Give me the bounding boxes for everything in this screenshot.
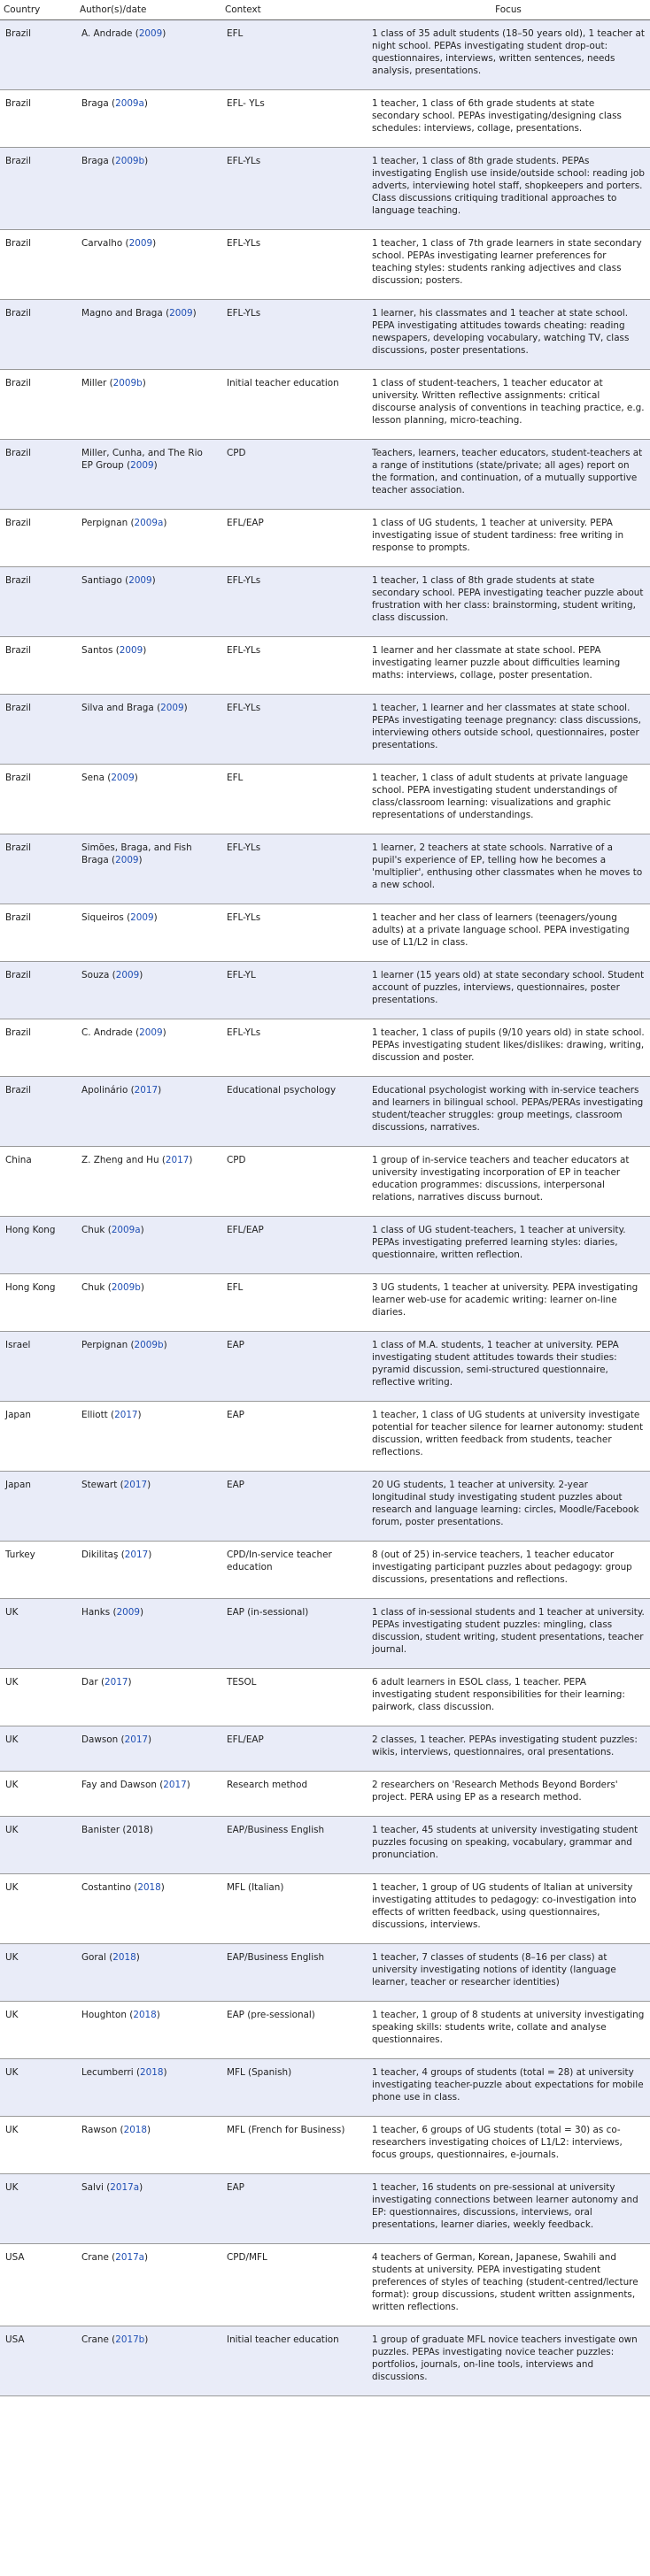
country-cell: UK <box>0 1874 76 1944</box>
focus-cell: 1 class of UG students, 1 teacher at university. PEPA investigating issue of student tardiness: free writing in response to prompts. <box>367 510 650 567</box>
author-cell: Stewart (2017) <box>76 1472 221 1542</box>
country-cell: Brazil <box>0 510 76 567</box>
focus-cell: 1 teacher, 1 class of 8th grade students. PEPAs investigating English use inside/outside school: reading job adverts, interviewing hotel staff, shopkeepers and porters. Class discussions critiquing traditional approaches to language teaching. <box>367 148 650 230</box>
context-cell: EFL- YLs <box>221 90 367 148</box>
citation-year-link[interactable]: 2018 <box>137 1882 161 1893</box>
citation-year-link[interactable]: 2017a <box>110 2182 140 2193</box>
table-row <box>0 20 650 90</box>
focus-cell: 1 learner, his classmates and 1 teacher at state school. PEPA investigating attitudes towards cheating: reading newspapers, developing vocabulary, watching TV, class discussions, poster presentations. <box>367 300 650 370</box>
country-cell: Brazil <box>0 834 76 904</box>
author-cell: Crane (2017a) <box>76 2244 221 2326</box>
author-name: Miller, Cunha, and The Rio EP Group <box>81 448 203 471</box>
table-row <box>0 1599 650 1669</box>
author-cell: Sena (2009) <box>76 765 221 834</box>
table-row <box>0 1274 650 1332</box>
author-cell: Braga (2009a) <box>76 90 221 148</box>
table-row <box>0 148 650 230</box>
citation-year-link[interactable]: 2018 <box>133 2010 157 2020</box>
author-cell: Salvi (2017a) <box>76 2174 221 2244</box>
table-row <box>0 1944 650 2002</box>
author-name: Magno and Braga <box>81 308 163 319</box>
focus-cell: 1 teacher, 6 groups of UG students (total = 30) as co-researchers investigating choices of L1/L2: interviews, focus groups, questionnaires, e-journals. <box>367 2117 650 2174</box>
focus-cell: 1 teacher, 16 students on pre-sessional at university investigating connections between learner autonomy and EP: questionnaires, discussions, interviews, oral presentations, learner diaries, weekly feedback. <box>367 2174 650 2244</box>
citation-year-link[interactable]: 2017 <box>124 1734 149 1745</box>
header-country: Country <box>0 0 76 20</box>
header-context: Context <box>221 0 367 20</box>
country-cell: UK <box>0 2002 76 2059</box>
citation-year-link[interactable]: 2009b <box>112 378 143 388</box>
context-cell: MFL (Italian) <box>221 1874 367 1944</box>
citation-year-link[interactable]: 2009 <box>116 1607 141 1618</box>
focus-cell: 6 adult learners in ESOL class, 1 teacher. PEPA investigating student responsibilities for their learning: pairwork, class discussion. <box>367 1669 650 1726</box>
citation-year-link[interactable]: 2009a <box>115 98 144 109</box>
table-row <box>0 440 650 510</box>
author-cell: Simões, Braga, and Fish Braga (2009) <box>76 834 221 904</box>
author-cell: Dawson (2017) <box>76 1726 221 1772</box>
citation-year-link[interactable]: 2017b <box>115 2334 145 2345</box>
context-cell: EAP/Business English <box>221 1944 367 2002</box>
focus-cell: 2 researchers on 'Research Methods Beyond Borders' project. PERA using EP as a research method. <box>367 1772 650 1817</box>
focus-cell: 4 teachers of German, Korean, Japanese, Swahili and students at university. PEPA investigating student preferences of styles of teaching (student-centred/lecture format): group discussions, student written assignments, written reflections. <box>367 2244 650 2326</box>
citation-year-link[interactable]: 2009a <box>134 518 164 528</box>
author-cell: Lecumberri (2018) <box>76 2059 221 2117</box>
author-cell: Hanks (2009) <box>76 1599 221 1669</box>
author-name: Santiago <box>81 575 122 586</box>
country-cell: UK <box>0 1599 76 1669</box>
author-cell: Crane (2017b) <box>76 2326 221 2396</box>
author-cell: Magno and Braga (2009) <box>76 300 221 370</box>
country-cell: Japan <box>0 1402 76 1472</box>
author-name: Crane <box>81 2334 109 2345</box>
country-cell: Brazil <box>0 440 76 510</box>
context-cell: CPD <box>221 1147 367 1217</box>
table-row <box>0 765 650 834</box>
table-header-row <box>0 0 650 20</box>
country-cell: USA <box>0 2326 76 2396</box>
country-cell: Brazil <box>0 904 76 962</box>
table-row <box>0 1217 650 1274</box>
focus-cell: 1 teacher, 1 class of UG students at university investigate potential for teacher silence for learner autonomy: student discussion, written feedback from students, teacher reflections. <box>367 1402 650 1472</box>
focus-cell: 1 teacher, 1 group of 8 students at university investigating speaking skills: students write, collate and analyse questionnaires. <box>367 2002 650 2059</box>
context-cell: EFL-YLs <box>221 637 367 695</box>
table-row <box>0 1147 650 1217</box>
citation-year-link[interactable]: 2017 <box>163 1780 187 1790</box>
author-name: Rawson <box>81 2125 118 2135</box>
citation-year-link[interactable]: 2009a <box>111 1225 141 1235</box>
author-cell <box>76 1817 221 1874</box>
focus-cell: 1 class of M.A. students, 1 teacher at university. PEPA investigating student attitudes towards their studies: pyramid discussion, semi-structured questionnaire, reflective writing. <box>367 1332 650 1402</box>
table-row <box>0 1772 650 1817</box>
country-cell: Brazil <box>0 300 76 370</box>
focus-cell: 1 teacher, 4 groups of students (total = 28) at university investigating teacher-puzzle about expectations for mobile phone use in class. <box>367 2059 650 2117</box>
author-name: Z. Zheng and Hu <box>81 1155 159 1165</box>
citation-year-link[interactable]: 2017 <box>104 1677 128 1688</box>
citation-year-link[interactable]: 2017 <box>165 1155 190 1165</box>
context-cell: EAP/Business English <box>221 1817 367 1874</box>
table-row <box>0 637 650 695</box>
citation-year-link[interactable]: 2009 <box>115 970 140 980</box>
table-row <box>0 90 650 148</box>
focus-cell: 1 teacher, 1 class of adult students at private language school. PEPA investigating student understandings of class/classroom learning: visualizations and graphic representations of understandings. <box>367 765 650 834</box>
context-cell: EAP <box>221 2174 367 2244</box>
focus-cell: 2 classes, 1 teacher. PEPAs investigating student puzzles: wikis, interviews, questionnaires, oral presentations. <box>367 1726 650 1772</box>
context-cell: EFL-YLs <box>221 695 367 765</box>
focus-cell: 1 teacher, 45 students at university investigating student puzzles focusing on speaking, vocabulary, grammar and pronunciation. <box>367 1817 650 1874</box>
citation-year-link[interactable]: 2017 <box>134 1085 159 1096</box>
table-row <box>0 2326 650 2396</box>
context-cell: EFL-YLs <box>221 567 367 637</box>
author-cell: Chuk (2009a) <box>76 1217 221 1274</box>
author-name: Hanks <box>81 1607 111 1618</box>
country-cell: Israel <box>0 1332 76 1402</box>
author-cell: Braga (2009b) <box>76 148 221 230</box>
focus-cell: 1 teacher, 1 learner and her classmates at state school. PEPAs investigating teenage pregnancy: class discussions, interviewing others outside school, questionnaires, poster presentations. <box>367 695 650 765</box>
table-row <box>0 1817 650 1874</box>
author-name: Dar <box>81 1677 98 1688</box>
citation-year-link[interactable]: 2009b <box>111 1282 141 1293</box>
country-cell: UK <box>0 1726 76 1772</box>
focus-cell: 1 teacher, 1 class of 7th grade learners in state secondary school. PEPAs investigating learner preferences for teaching styles: students ranking adjectives and class discussion; posters. <box>367 230 650 300</box>
table-body <box>0 20 650 2396</box>
author-cell: Houghton (2018) <box>76 2002 221 2059</box>
context-cell: EAP (in-sessional) <box>221 1599 367 1669</box>
table-row <box>0 1472 650 1542</box>
country-cell: UK <box>0 1772 76 1817</box>
table-row <box>0 1669 650 1726</box>
author-cell: Santos (2009) <box>76 637 221 695</box>
author-cell: Goral (2018) <box>76 1944 221 2002</box>
author-cell: Carvalho (2009) <box>76 230 221 300</box>
author-name: Miller <box>81 378 107 388</box>
citation-year-link[interactable]: 2009 <box>119 645 143 656</box>
author-name: Fay and Dawson <box>81 1780 157 1790</box>
citation-year-link[interactable]: 2017a <box>115 2252 145 2263</box>
author-cell: Rawson (2018) <box>76 2117 221 2174</box>
context-cell: EFL-YLs <box>221 1019 367 1077</box>
table-row <box>0 1332 650 1402</box>
focus-cell: 3 UG students, 1 teacher at university. PEPA investigating learner web-use for academic writing: learner on-line diaries. <box>367 1274 650 1332</box>
focus-cell: 1 group of graduate MFL novice teachers investigate own puzzles. PEPAs investigating novice teacher puzzles: portfolios, journals, on-line tools, interviews and discussions. <box>367 2326 650 2396</box>
author-name: Perpignan <box>81 518 128 528</box>
country-cell: USA <box>0 2244 76 2326</box>
country-cell: UK <box>0 1669 76 1726</box>
table-row <box>0 1019 650 1077</box>
author-name: C. Andrade <box>81 1027 133 1038</box>
author-cell: Chuk (2009b) <box>76 1274 221 1332</box>
context-cell: CPD/In-service teacher education <box>221 1542 367 1599</box>
author-cell: Costantino (2018) <box>76 1874 221 1944</box>
author-name: Perpignan <box>81 1340 128 1350</box>
focus-cell: Educational psychologist working with in-service teachers and learners in bilingual school. PEPAs/PERAs investigating student/teacher struggles: group meetings, classroom discussions, narratives. <box>367 1077 650 1147</box>
focus-cell: Teachers, learners, teacher educators, student-teachers at a range of institutions (state/private; all ages) report on the formation, and continuation, of a mutually supportive teacher association. <box>367 440 650 510</box>
citation-year-link[interactable]: 2017 <box>114 1410 138 1420</box>
author-name: Salvi <box>81 2182 104 2193</box>
country-cell: UK <box>0 2117 76 2174</box>
focus-cell: 1 class of in-sessional students and 1 teacher at university. PEPAs investigating student puzzles: mingling, class discussion, student writing, student presentations, teacher journal. <box>367 1599 650 1669</box>
author-cell: Siqueiros (2009) <box>76 904 221 962</box>
table-row <box>0 695 650 765</box>
context-cell: EFL/EAP <box>221 1217 367 1274</box>
country-cell: Hong Kong <box>0 1217 76 1274</box>
context-cell: EFL <box>221 765 367 834</box>
country-cell: Brazil <box>0 90 76 148</box>
author-name: Simões, Braga, and Fish Braga <box>81 842 192 865</box>
author-cell: Fay and Dawson (2017) <box>76 1772 221 1817</box>
table-row <box>0 1726 650 1772</box>
citation-year-link[interactable]: 2009 <box>138 28 163 39</box>
context-cell: EFL-YLs <box>221 230 367 300</box>
country-cell: Brazil <box>0 20 76 90</box>
table-row <box>0 962 650 1019</box>
focus-cell: 1 teacher, 1 class of 6th grade students at state secondary school. PEPAs investigating/designing class schedules: interviews, collage, presentations. <box>367 90 650 148</box>
focus-cell: 1 teacher, 1 group of UG students of Italian at university investigating attitudes to pedagogy: co-investigation into effects of written feedback, using questionnaires, discussions, interviews. <box>367 1874 650 1944</box>
context-cell: EFL-YLs <box>221 300 367 370</box>
author-name: Houghton <box>81 2010 127 2020</box>
context-cell: EFL <box>221 20 367 90</box>
context-cell: EAP <box>221 1332 367 1402</box>
focus-cell: 1 teacher, 1 class of 8th grade students at state secondary school. PEPA investigating teacher puzzle about frustration with her class: brainstorming, student writing, class discussion. <box>367 567 650 637</box>
country-cell: Brazil <box>0 765 76 834</box>
context-cell: EFL-YLs <box>221 148 367 230</box>
country-cell: Brazil <box>0 370 76 440</box>
author-cell: Silva and Braga (2009) <box>76 695 221 765</box>
citation-year-link[interactable]: 2009 <box>128 575 152 586</box>
author-name: Sena <box>81 773 104 783</box>
author-cell: Elliott (2017) <box>76 1402 221 1472</box>
country-cell: UK <box>0 2059 76 2117</box>
citation-year-link[interactable]: 2009 <box>130 460 154 471</box>
table-row <box>0 1077 650 1147</box>
context-cell: MFL (Spanish) <box>221 2059 367 2117</box>
table-row <box>0 300 650 370</box>
context-cell: EFL-YLs <box>221 834 367 904</box>
table-row <box>0 1874 650 1944</box>
focus-cell: 1 teacher and her class of learners (teenagers/young adults) at a private language school. PEPA investigating use of L1/L2 in class. <box>367 904 650 962</box>
country-cell: Turkey <box>0 1542 76 1599</box>
author-cell: C. Andrade (2009) <box>76 1019 221 1077</box>
author-cell: Santiago (2009) <box>76 567 221 637</box>
context-cell: Research method <box>221 1772 367 1817</box>
country-cell: Brazil <box>0 230 76 300</box>
citation-year-link[interactable]: 2017 <box>123 1480 148 1490</box>
author-name: Goral <box>81 1952 106 1963</box>
citation-year-link[interactable]: 2018 <box>112 1952 136 1963</box>
author-name: Apolinário <box>81 1085 128 1096</box>
country-cell: UK <box>0 2174 76 2244</box>
focus-cell: 1 learner (15 years old) at state secondary school. Student account of puzzles, interviews, questionnaires, poster presentations. <box>367 962 650 1019</box>
context-cell: CPD <box>221 440 367 510</box>
citation-year-link[interactable]: 2018 <box>140 2067 164 2078</box>
context-cell: EFL-YL <box>221 962 367 1019</box>
table-row <box>0 2174 650 2244</box>
author-name: Siqueiros <box>81 912 124 923</box>
author-name: Braga <box>81 98 109 109</box>
table-row <box>0 370 650 440</box>
citation-year-link[interactable]: 2009 <box>160 703 184 713</box>
context-cell: Initial teacher education <box>221 370 367 440</box>
context-cell: CPD/MFL <box>221 2244 367 2326</box>
citation-year-link[interactable]: 2017 <box>124 1549 149 1560</box>
author-name: Santos <box>81 645 113 656</box>
context-cell: Educational psychology <box>221 1077 367 1147</box>
author-cell: Souza (2009) <box>76 962 221 1019</box>
focus-cell: 1 learner and her classmate at state school. PEPA investigating learner puzzle about difficulties learning maths: interviews, collage, poster presentation. <box>367 637 650 695</box>
context-cell: EAP <box>221 1472 367 1542</box>
header-focus: Focus <box>367 0 650 20</box>
context-cell: TESOL <box>221 1669 367 1726</box>
country-cell: UK <box>0 1944 76 2002</box>
focus-cell: 8 (out of 25) in-service teachers, 1 teacher educator investigating participant puzzles about pedagogy: group discussions, presentations and reflections. <box>367 1542 650 1599</box>
author-name: Banister (2018) <box>81 1825 153 1835</box>
context-cell: EFL-YLs <box>221 904 367 962</box>
author-name: Costantino <box>81 1882 131 1893</box>
author-name: Carvalho <box>81 238 123 249</box>
author-cell: Perpignan (2009b) <box>76 1332 221 1402</box>
focus-cell: 20 UG students, 1 teacher at university. 2-year longitudinal study investigating student puzzles about research and language learning: circles, Moodle/Facebook forum, poster presentations. <box>367 1472 650 1542</box>
author-name: Chuk <box>81 1282 105 1293</box>
focus-cell: 1 learner, 2 teachers at state schools. Narrative of a pupil's experience of EP, telling how he becomes a 'multiplier', enthusing other classmates when he moves to a new school. <box>367 834 650 904</box>
table-row <box>0 2244 650 2326</box>
context-cell: EAP <box>221 1402 367 1472</box>
table-row <box>0 2117 650 2174</box>
context-cell: EAP (pre-sessional) <box>221 2002 367 2059</box>
country-cell: Brazil <box>0 567 76 637</box>
author-cell: Z. Zheng and Hu (2017) <box>76 1147 221 1217</box>
focus-cell: 1 class of 35 adult students (18–50 years old), 1 teacher at night school. PEPAs investigating student drop-out: questionnaires, interviews, written sentences, needs analysis, presentations. <box>367 20 650 90</box>
country-cell: Brazil <box>0 1077 76 1147</box>
author-name: Crane <box>81 2252 109 2263</box>
context-cell: EFL <box>221 1274 367 1332</box>
author-name: Dawson <box>81 1734 119 1745</box>
table-row <box>0 2002 650 2059</box>
author-name: Lecumberri <box>81 2067 134 2078</box>
citation-year-link[interactable]: 2009 <box>128 238 153 249</box>
author-cell: Miller (2009b) <box>76 370 221 440</box>
country-cell: Hong Kong <box>0 1274 76 1332</box>
author-name: A. Andrade <box>81 28 133 39</box>
author-cell: Apolinário (2017) <box>76 1077 221 1147</box>
country-cell: Brazil <box>0 695 76 765</box>
author-cell: Miller, Cunha, and The Rio EP Group (2009) <box>76 440 221 510</box>
author-cell: Dikilitaş (2017) <box>76 1542 221 1599</box>
author-name: Braga <box>81 156 109 166</box>
header-author: Author(s)/date <box>76 0 221 20</box>
country-cell: Brazil <box>0 1019 76 1077</box>
focus-cell: 1 group of in-service teachers and teacher educators at university investigating incorporation of EP in teacher education programmes: discussions, interpersonal relations, narratives discuss burnout. <box>367 1147 650 1217</box>
author-name: Elliott <box>81 1410 108 1420</box>
citation-year-link[interactable]: 2009 <box>115 855 139 865</box>
author-name: Stewart <box>81 1480 118 1490</box>
author-name: Silva and Braga <box>81 703 154 713</box>
author-name: Dikilitaş <box>81 1549 119 1560</box>
context-cell: Initial teacher education <box>221 2326 367 2396</box>
author-cell: Perpignan (2009a) <box>76 510 221 567</box>
author-name: Chuk <box>81 1225 105 1235</box>
focus-cell: 1 class of UG student-teachers, 1 teacher at university. PEPAs investigating preferred learning styles: diaries, questionnaire, written reflection. <box>367 1217 650 1274</box>
author-cell: Dar (2017) <box>76 1669 221 1726</box>
country-cell: Brazil <box>0 962 76 1019</box>
citation-year-link[interactable]: 2018 <box>123 2125 148 2135</box>
table-row <box>0 1542 650 1599</box>
context-cell: EFL/EAP <box>221 1726 367 1772</box>
table-row <box>0 1402 650 1472</box>
table-row <box>0 834 650 904</box>
citation-year-link[interactable]: 2009b <box>115 156 145 166</box>
citation-year-link[interactable]: 2009 <box>139 1027 163 1038</box>
citation-year-link[interactable]: 2009 <box>130 912 154 923</box>
table-row <box>0 510 650 567</box>
author-cell: A. Andrade (2009) <box>76 20 221 90</box>
country-cell: UK <box>0 1817 76 1874</box>
country-cell: Japan <box>0 1472 76 1542</box>
table-row <box>0 2059 650 2117</box>
country-cell: Brazil <box>0 637 76 695</box>
citation-year-link[interactable]: 2009 <box>111 773 135 783</box>
table-row <box>0 567 650 637</box>
table-row <box>0 230 650 300</box>
context-cell: EFL/EAP <box>221 510 367 567</box>
focus-cell: 1 class of student-teachers, 1 teacher educator at university. Written reflective assignments: critical discourse analysis of conventions in teaching practice, e.g. lesson planning, micro-teaching. <box>367 370 650 440</box>
country-cell: China <box>0 1147 76 1217</box>
context-cell: MFL (French for Business) <box>221 2117 367 2174</box>
citation-year-link[interactable]: 2009 <box>169 308 193 319</box>
focus-cell: 1 teacher, 7 classes of students (8–16 per class) at university investigating notions of identity (language learner, teacher or researcher identities) <box>367 1944 650 2002</box>
author-name: Souza <box>81 970 110 980</box>
focus-cell: 1 teacher, 1 class of pupils (9/10 years old) in state school. PEPAs investigating student likes/dislikes: drawing, writing, discussion and poster. <box>367 1019 650 1077</box>
country-cell: Brazil <box>0 148 76 230</box>
citation-year-link[interactable]: 2009b <box>134 1340 164 1350</box>
table-row <box>0 904 650 962</box>
